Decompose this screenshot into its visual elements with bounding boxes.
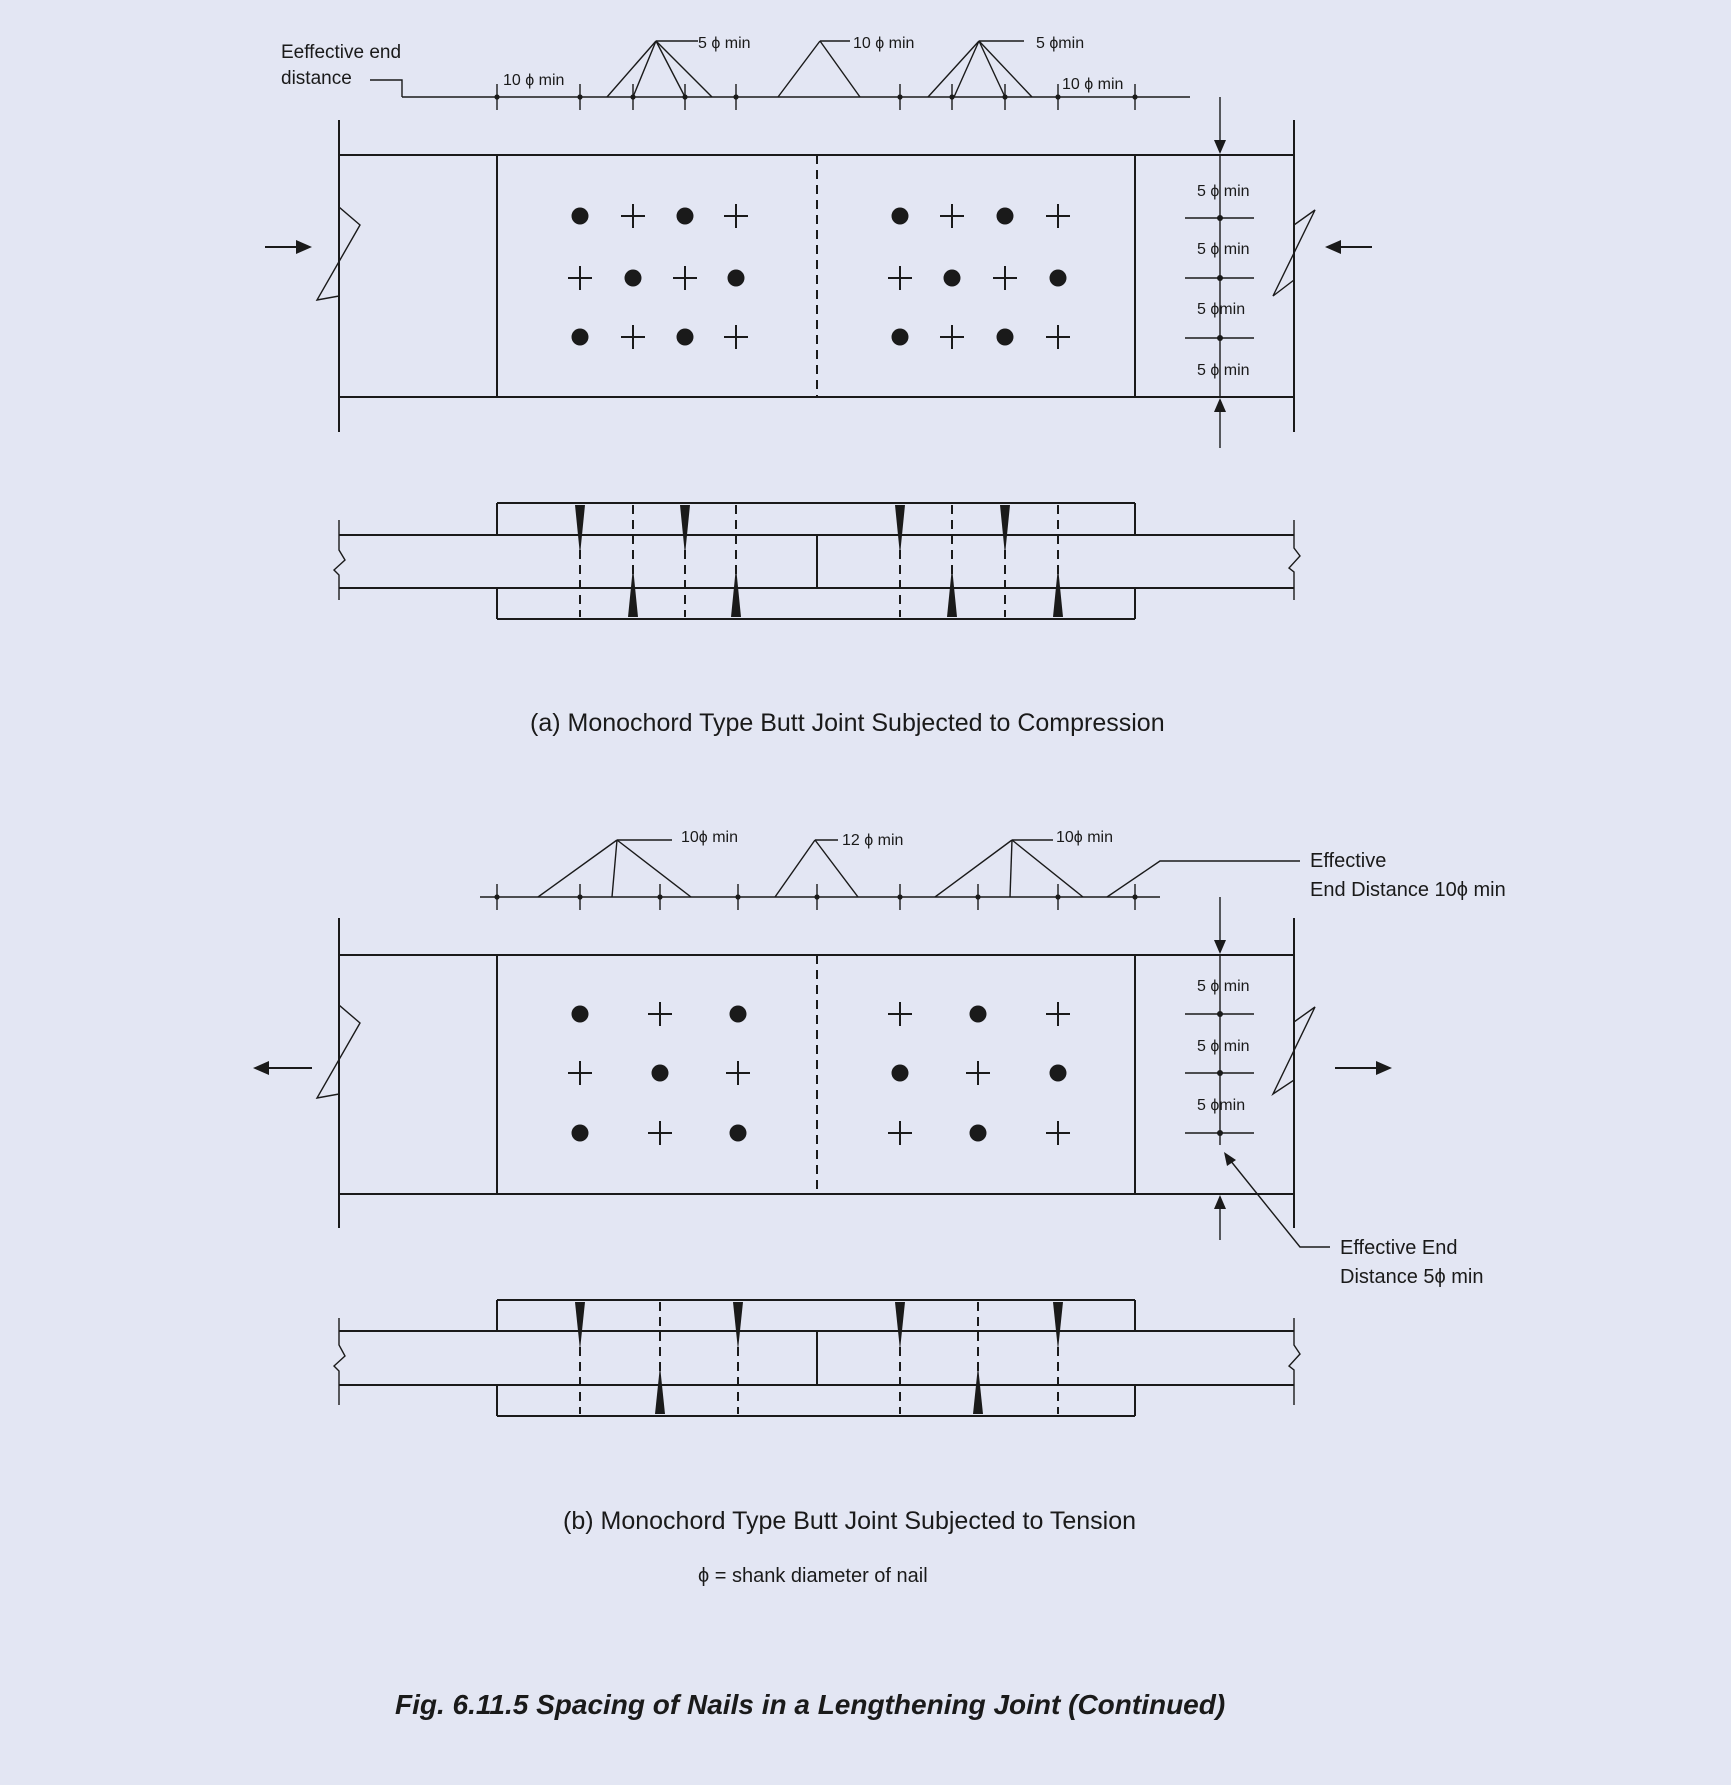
dimension-point: [1055, 94, 1060, 99]
figure-title: Fig. 6.11.5 Spacing of Nails in a Lengthening Joint (Continued): [395, 1689, 1226, 1720]
side-point: [1217, 335, 1223, 341]
nail-driven-front: [970, 1006, 987, 1023]
leader-10a-b-3: [617, 840, 691, 897]
dim-label-10b-b: 10ϕ min: [1056, 829, 1113, 846]
nail-head-bottom: [731, 567, 741, 617]
nail-head-bottom: [947, 567, 957, 617]
dim-label-5b: 5 ϕmin: [1036, 35, 1085, 52]
dimension-point: [494, 894, 499, 899]
nail-driven-front: [572, 1125, 589, 1142]
end-arrowhead-top-a: [1214, 140, 1226, 154]
nail-head-top: [680, 505, 690, 555]
side-label-a-2: 5 ϕ min: [1197, 241, 1250, 258]
nail-pattern-b: [568, 1002, 1070, 1145]
end-arrowhead-bottom-a: [1214, 398, 1226, 412]
end-arrowhead-top-b: [1214, 940, 1226, 954]
dimension-point: [1055, 894, 1060, 899]
nail-driven-front: [652, 1065, 669, 1082]
side-point: [1217, 215, 1223, 221]
nail-driven-front: [730, 1125, 747, 1142]
dimension-point: [577, 894, 582, 899]
dimension-point: [577, 94, 582, 99]
nail-head-top: [895, 1302, 905, 1350]
leader-5a-1: [607, 41, 656, 97]
edge-distance-arrowhead-b: [1224, 1152, 1236, 1166]
dim-label-12-b: 12 ϕ min: [842, 832, 904, 849]
leader-10b-b-3: [1012, 840, 1083, 897]
nail-head-bottom: [628, 567, 638, 617]
leader-5b-2: [954, 41, 979, 97]
edge-distance-label-b-1: Effective End: [1340, 1237, 1458, 1259]
dimension-point: [897, 894, 902, 899]
nail-head-bottom: [1053, 567, 1063, 617]
nail-driven-front: [572, 329, 589, 346]
nail-head-bottom: [655, 1366, 665, 1414]
dimension-point: [735, 894, 740, 899]
side-label-a-4: 5 ϕ min: [1197, 362, 1250, 379]
nail-driven-front: [625, 270, 642, 287]
side-point: [1217, 1130, 1223, 1136]
leader-5b-3: [979, 41, 1005, 97]
dimension-point: [814, 894, 819, 899]
dimension-point: [733, 94, 738, 99]
dimension-point: [1132, 94, 1137, 99]
caption-b: (b) Monochord Type Butt Joint Subjected to Tension: [563, 1507, 1137, 1535]
leader-10b-b-1: [935, 840, 1012, 897]
leader-5a-3: [656, 41, 685, 97]
dim-label-10a: 10 ϕ min: [503, 72, 565, 89]
dim-label-10a-b: 10ϕ min: [681, 829, 738, 846]
side-point: [1217, 275, 1223, 281]
nail-driven-front: [997, 208, 1014, 225]
section-nails-b: [575, 1302, 1063, 1414]
nail-driven-front: [1050, 270, 1067, 287]
leader-10b-1: [778, 41, 820, 97]
nail-driven-front: [572, 1006, 589, 1023]
end-distance-leader-b: [1107, 861, 1300, 897]
end-distance-leader-a: [370, 80, 402, 97]
section-nails-a: [575, 505, 1063, 617]
leader-5b-1: [928, 41, 979, 97]
nail-driven-front: [1050, 1065, 1067, 1082]
nail-driven-front: [944, 270, 961, 287]
side-point: [1217, 1070, 1223, 1076]
leader-10a-b-1: [538, 840, 617, 897]
diagram-a-compression: [265, 41, 1372, 619]
load-arrowhead-right-a: [1325, 240, 1341, 254]
nail-driven-front: [892, 208, 909, 225]
leader-5a-2: [633, 41, 656, 97]
diagram-b-tension: [253, 840, 1392, 1416]
caption-a: (a) Monochord Type Butt Joint Subjected to Compression: [530, 709, 1165, 737]
leader-10b-b-2: [1010, 840, 1012, 897]
side-label-b-1: 5 ϕ min: [1197, 978, 1250, 995]
legend-phi: ϕ = shank diameter of nail: [698, 1565, 928, 1587]
nail-head-top: [1000, 505, 1010, 555]
nail-driven-front: [997, 329, 1014, 346]
dimension-point: [657, 894, 662, 899]
end-distance-label-b-2: End Distance 10ϕ min: [1310, 879, 1506, 901]
dim-label-10c: 10 ϕ min: [1062, 76, 1124, 93]
end-distance-label-b-1: Effective: [1310, 850, 1387, 872]
side-label-a-3: 5 ϕmin: [1197, 301, 1246, 318]
nail-head-top: [895, 505, 905, 555]
dimension-point: [975, 894, 980, 899]
load-arrowhead-left-a: [296, 240, 312, 254]
load-arrowhead-right-b: [1376, 1061, 1392, 1075]
end-arrowhead-bottom-b: [1214, 1195, 1226, 1209]
dimension-point: [494, 94, 499, 99]
load-arrowhead-left-b: [253, 1061, 269, 1075]
nail-head-top: [575, 505, 585, 555]
dimension-point: [897, 94, 902, 99]
nail-driven-front: [677, 329, 694, 346]
nail-driven-front: [728, 270, 745, 287]
dim-label-5a: 5 ϕ min: [698, 35, 751, 52]
side-point: [1217, 1011, 1223, 1017]
nail-head-top: [575, 1302, 585, 1350]
leader-12-b-1: [775, 840, 815, 897]
side-label-b-2: 5 ϕ min: [1197, 1038, 1250, 1055]
edge-distance-label-b-2: Distance 5ϕ min: [1340, 1266, 1484, 1288]
end-distance-label-a-1: Eeffective end: [281, 42, 402, 63]
leader-10a-b-2: [612, 840, 617, 897]
side-label-a-1: 5 ϕ min: [1197, 183, 1250, 200]
edge-distance-leader-b: [1230, 1160, 1330, 1247]
side-label-b-3: 5 ϕmin: [1197, 1097, 1246, 1114]
dimension-point: [1132, 894, 1137, 899]
nail-driven-front: [677, 208, 694, 225]
dimension-point: [949, 94, 954, 99]
nail-pattern-a: [568, 204, 1070, 349]
nail-driven-front: [970, 1125, 987, 1142]
nail-driven-front: [892, 329, 909, 346]
break-right-a: [1273, 170, 1315, 397]
break-right-b: [1273, 970, 1315, 1194]
nail-driven-front: [730, 1006, 747, 1023]
nail-head-bottom: [973, 1366, 983, 1414]
nail-driven-front: [572, 208, 589, 225]
nail-head-top: [733, 1302, 743, 1350]
dim-label-10b: 10 ϕ min: [853, 35, 915, 52]
nail-driven-front: [892, 1065, 909, 1082]
nail-head-top: [1053, 1302, 1063, 1350]
end-distance-label-a-2: distance: [281, 68, 352, 89]
